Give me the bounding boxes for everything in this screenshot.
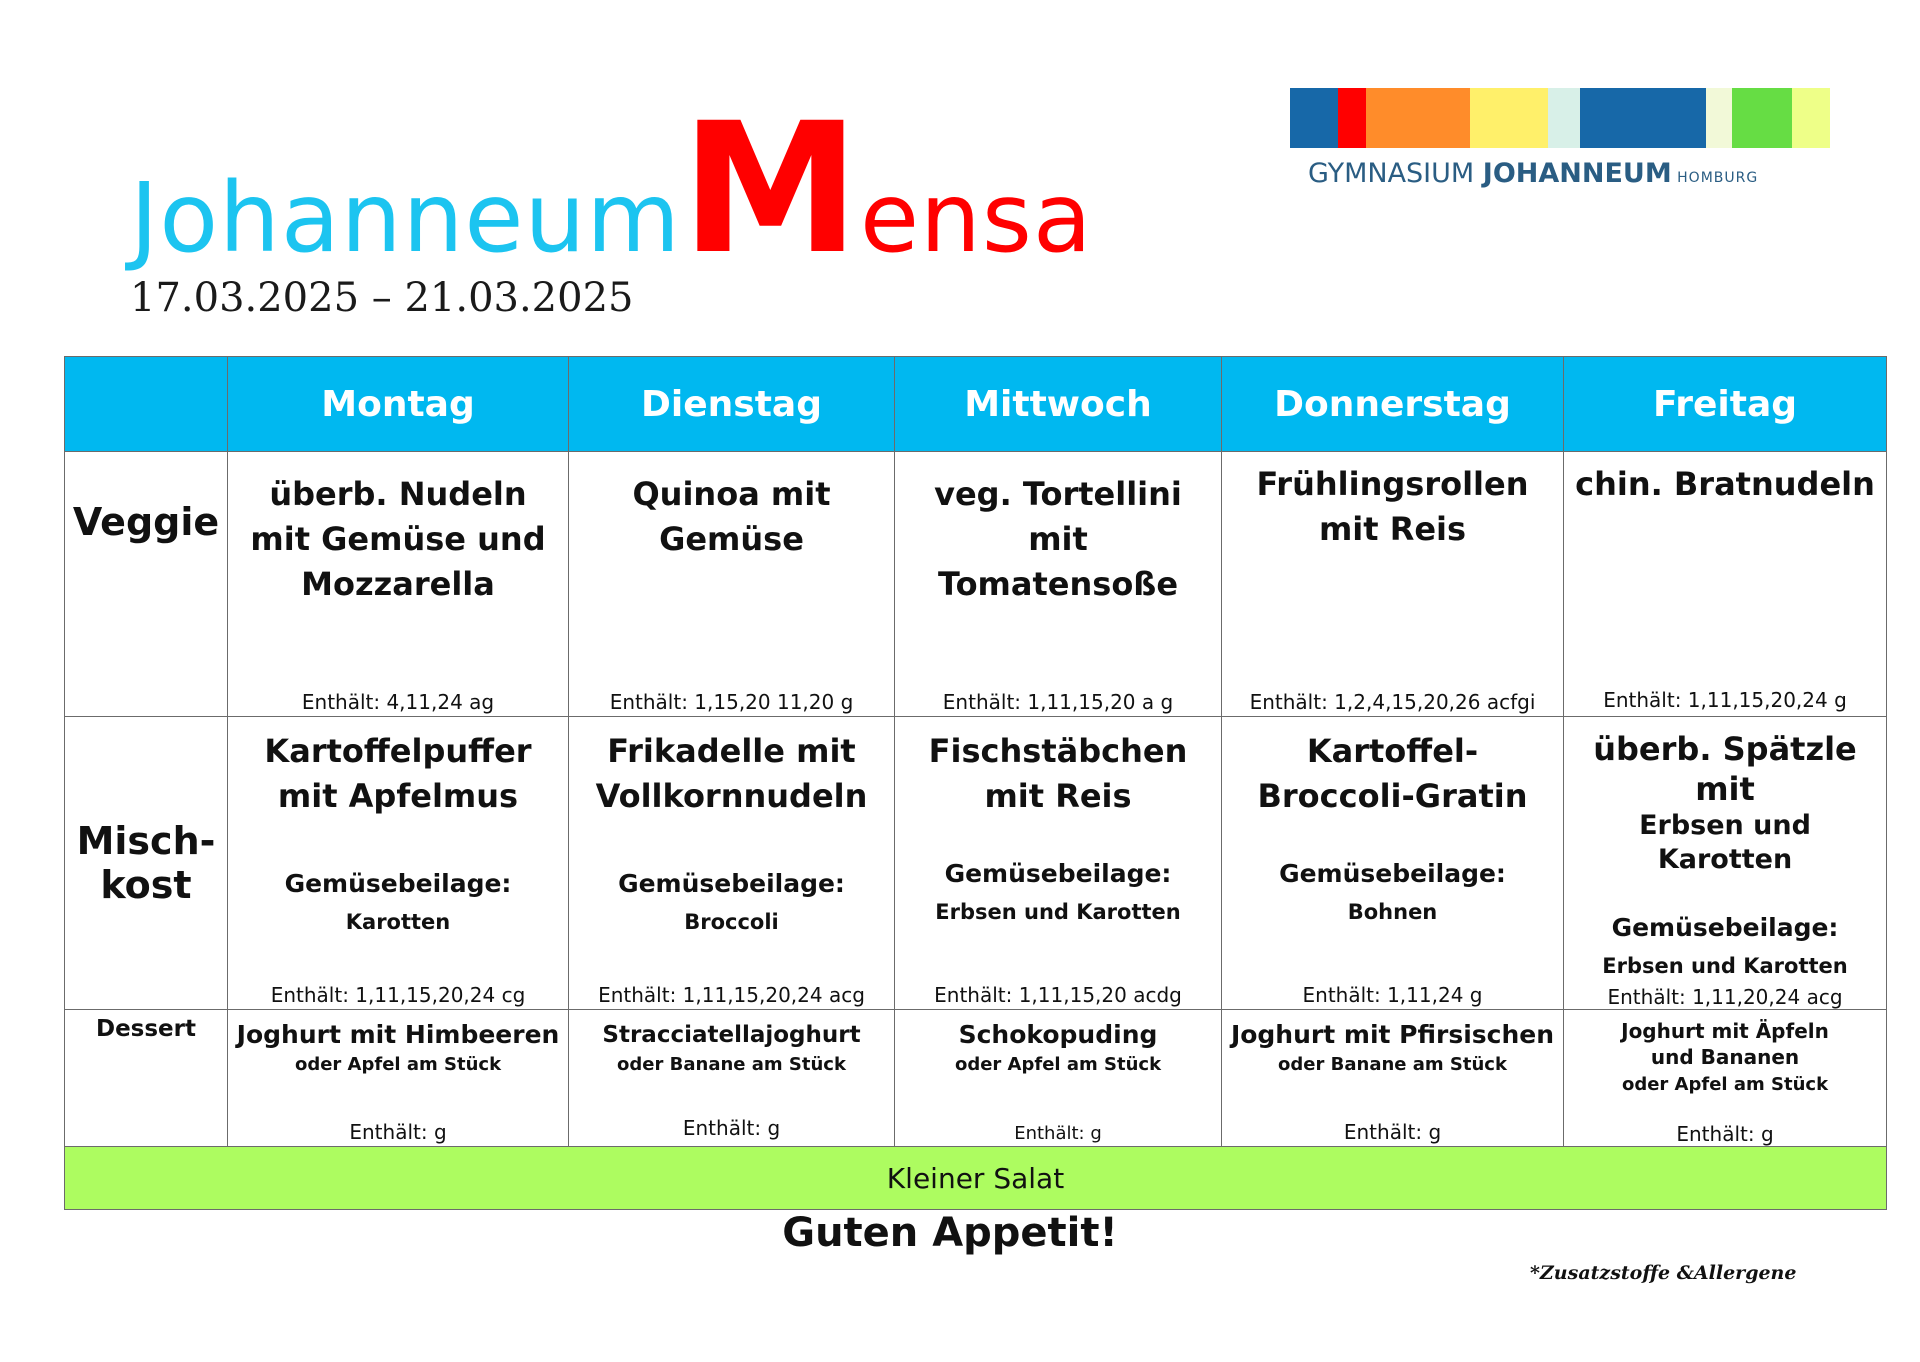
allergen-info: Enthält: 1,11,24 g — [1302, 983, 1483, 1007]
dessert-name: Schokopuding — [958, 1020, 1158, 1049]
veggie-cell-dienstag — [569, 452, 895, 717]
title-part-johanneum: Johanneum — [130, 162, 681, 274]
side-dish-value: Erbsen und Karotten — [1602, 954, 1848, 978]
logo-stripe — [1732, 88, 1792, 148]
logo-stripe — [1548, 88, 1580, 148]
veggie-row — [65, 452, 1887, 717]
veggie-cell-freitag — [1564, 452, 1887, 717]
side-dish-label: Gemüsebeilage: — [1611, 913, 1839, 942]
dish-name: Kartoffelpuffer mit Apfelmus — [264, 732, 532, 815]
dish-name: Frühlingsrollen mit Reis — [1256, 465, 1529, 548]
salad-cell: Kleiner Salat — [65, 1147, 1887, 1210]
veggie-cell-mittwoch — [895, 452, 1222, 717]
allergen-info: Enthält: 1,11,20,24 acg — [1607, 985, 1843, 1009]
logo-stripe — [1706, 88, 1732, 148]
allergen-info: Enthält: g — [349, 1120, 447, 1144]
side-dish-value: Erbsen und Karotten — [935, 900, 1181, 924]
dessert-name: Stracciatellajoghurt — [602, 1022, 861, 1048]
logo-stripe — [1290, 88, 1338, 148]
side-dish-value: Bohnen — [1347, 900, 1438, 924]
dessert-name: Joghurt mit Äpfeln und Bananen — [1621, 1019, 1829, 1069]
logo-word-homburg: HOMBURG — [1671, 170, 1759, 186]
dessert-cell-donnerstag — [1222, 1010, 1564, 1147]
day-header-montag: Montag — [228, 357, 569, 452]
mischkost-cell-donnerstag — [1222, 717, 1564, 1010]
salad-row — [65, 1147, 1887, 1210]
dessert-alternative: oder Banane am Stück — [1278, 1054, 1507, 1075]
side-dish-label: Gemüsebeilage: — [944, 859, 1172, 888]
allergen-info: Enthält: g — [1014, 1123, 1102, 1144]
day-header-donnerstag: Donnerstag — [1222, 357, 1564, 452]
allergen-info: Enthält: 4,11,24 ag — [301, 690, 495, 714]
logo-word-johanneum: JOHANNEUM — [1482, 158, 1672, 189]
allergen-info: Enthält: 1,11,15,20,24 acg — [598, 983, 865, 1007]
corner-cell — [65, 357, 228, 452]
logo-word-gymnasium: GYMNASIUM — [1308, 158, 1483, 189]
veggie-cell-donnerstag — [1222, 452, 1564, 717]
side-dish-label: Gemüsebeilage: — [284, 869, 512, 898]
day-header-mittwoch: Mittwoch — [895, 357, 1222, 452]
allergen-info: Enthält: g — [682, 1116, 781, 1140]
day-header-row — [65, 357, 1887, 452]
allergen-info: Enthält: 1,15,20 11,20 g — [609, 690, 854, 714]
weekly-menu-table — [64, 356, 1887, 1210]
date-range: 17.03.2025 – 21.03.2025 — [130, 275, 634, 321]
dish-name: Fischstäbchen mit Reis — [928, 732, 1188, 815]
mischkost-cell-mittwoch — [895, 717, 1222, 1010]
dish-name: Quinoa mit Gemüse — [632, 475, 831, 558]
allergen-info: Enthält: 1,11,15,20 a g — [942, 690, 1174, 714]
logo-stripe — [1792, 88, 1830, 148]
dish-name: Frikadelle mit Vollkornnudeln — [595, 732, 868, 815]
dessert-alternative: oder Apfel am Stück — [294, 1054, 502, 1075]
dish-name: überb. Nudeln mit Gemüse und Mozzarella — [250, 475, 546, 603]
allergen-info: Enthält: g — [1343, 1120, 1442, 1144]
row-label-misch: Misch- — [76, 819, 216, 863]
logo-color-bar — [1290, 88, 1830, 148]
mischkost-row — [65, 717, 1887, 1010]
dessert-cell-montag — [228, 1010, 569, 1147]
allergen-info: Enthält: 1,2,4,15,20,26 acfgi — [1249, 690, 1536, 714]
dessert-name: Joghurt mit Himbeeren — [236, 1020, 560, 1049]
dessert-cell-freitag — [1564, 1010, 1887, 1147]
row-label-dessert: Dessert — [65, 1010, 228, 1147]
logo-stripe — [1366, 88, 1470, 148]
row-label-mischkost — [65, 717, 228, 1010]
mischkost-cell-freitag — [1564, 717, 1887, 1010]
page-title — [130, 85, 1093, 294]
dish-name: veg. Tortellini mit Tomatensoße — [934, 475, 1182, 603]
dish-name: überb. Spätzle mit — [1593, 730, 1857, 808]
side-dish-label: Gemüsebeilage: — [1279, 859, 1506, 888]
veggie-cell-montag — [228, 452, 569, 717]
allergen-info: Enthält: g — [1676, 1122, 1774, 1146]
row-label-kost: kost — [100, 863, 192, 907]
dessert-alternative: oder Apfel am Stück — [1621, 1074, 1829, 1095]
logo-stripe — [1470, 88, 1548, 148]
closing-message: Guten Appetit! — [782, 1210, 1118, 1256]
title-big-m: M — [680, 85, 860, 294]
dessert-alternative: oder Apfel am Stück — [954, 1054, 1162, 1075]
allergen-info: Enthält: 1,11,15,20,24 g — [1603, 688, 1847, 712]
logo-text — [1290, 158, 1830, 189]
dish-name: Kartoffel-Broccoli-Gratin — [1257, 732, 1528, 815]
dessert-cell-dienstag — [569, 1010, 895, 1147]
dessert-name: Joghurt mit Pfirsischen — [1230, 1020, 1555, 1049]
school-logo — [1290, 88, 1830, 189]
side-dish-label: Gemüsebeilage: — [618, 869, 845, 898]
side-dish-value: Broccoli — [684, 910, 779, 934]
logo-stripe — [1338, 88, 1366, 148]
dessert-row — [65, 1010, 1887, 1147]
title-part-ensa: ensa — [859, 162, 1093, 274]
dessert-alternative: oder Banane am Stück — [617, 1054, 846, 1075]
day-header-freitag: Freitag — [1564, 357, 1887, 452]
allergen-footnote: *Zusatzstoffe &Allergene — [1530, 1262, 1797, 1284]
mischkost-cell-dienstag — [569, 717, 895, 1010]
dish-name-line-2: Erbsen und Karotten — [1639, 810, 1811, 875]
side-dish-value: Karotten — [345, 910, 451, 934]
logo-stripe — [1580, 88, 1706, 148]
dish-name: chin. Bratnudeln — [1575, 465, 1875, 503]
mischkost-cell-montag — [228, 717, 569, 1010]
allergen-info: Enthält: 1,11,15,20 acdg — [934, 983, 1182, 1007]
dessert-cell-mittwoch — [895, 1010, 1222, 1147]
allergen-info: Enthält: 1,11,15,20,24 cg — [270, 983, 526, 1007]
day-header-dienstag: Dienstag — [569, 357, 895, 452]
row-label-veggie: Veggie — [65, 452, 228, 717]
